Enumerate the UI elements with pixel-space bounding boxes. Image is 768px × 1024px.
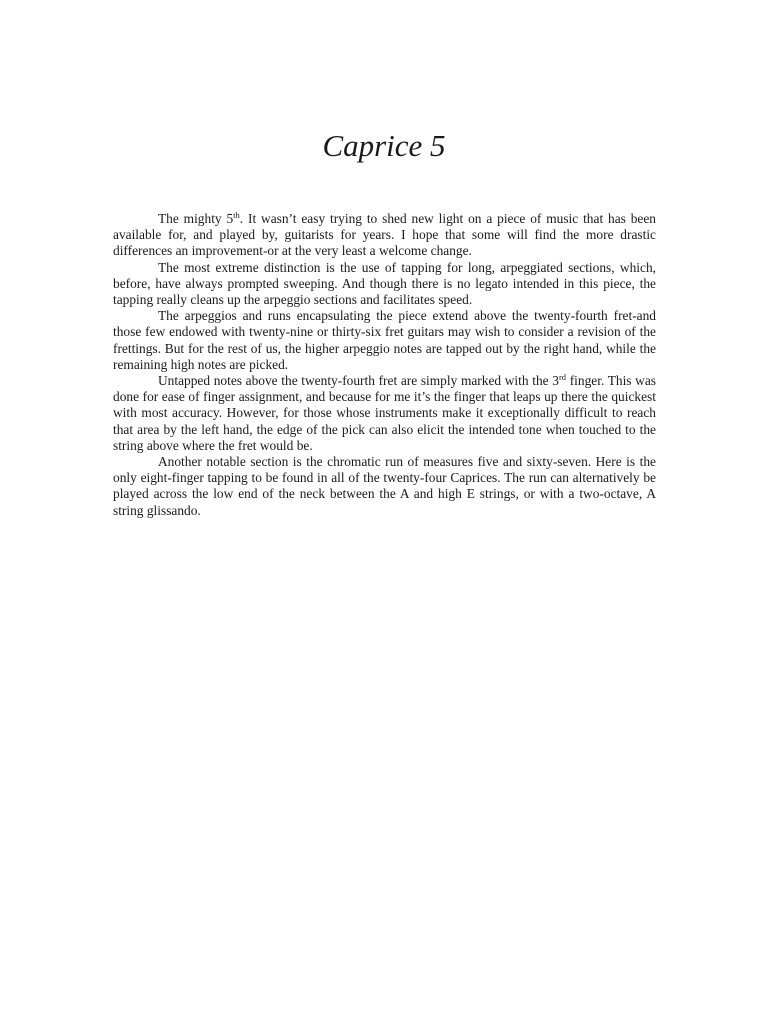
body-text [113,211,656,519]
paragraph-text: . It wasn’t easy trying to shed new light on a piece of music that has been available for, and played by, guitarists for years. I hope that some will find the more drastic differences an improvement-or at the very least a welcome change. [113,211,656,259]
paragraph-tapping: The most extreme distinction is the use of tapping for long, arpeggiated sections, which, before, have always prompted sweeping. And though there is no legato intended in this piece, the tapping really cleans up the arpeggio sections and facilitates speed. [113,259,656,308]
paragraph-text: finger. This was done for ease of finger assignment, and because for me it’s the finger that leaps up there the quickest with most accuracy. However, for those whose instruments make it exceptionally difficult to reach that area by the left hand, the edge of the pick can also elicit the intended tone when touched to the string above where the fret would be. [113,373,656,453]
paragraph-arpeggios: The arpeggios and runs encapsulating the piece extend above the twenty-fourth fret-and those few endowed with twenty-nine or thirty-six fret guitars may wish to consider a revision of the frettings. But for the rest of us, the higher arpeggio notes are tapped out by the right hand, while the remaining high notes are picked. [113,308,656,372]
paragraph-text: The mighty 5 [158,211,234,226]
superscript: rd [558,372,567,383]
paragraph-untapped-notes [113,373,656,454]
paragraph-intro [113,211,656,260]
paragraph-chromatic-run: Another notable section is the chromatic run of measures five and sixty-seven. Here is the only eight-finger tapping to be found in all of the twenty-four Caprices. The run can alternatively be played across the low end of the neck between the A and high E strings, or with a two-octave, A string glissando. [113,454,656,518]
superscript: th [233,210,240,220]
paragraph-text: Untapped notes above the twenty-fourth fret are simply marked with the 3 [158,373,559,389]
page-title: Caprice 5 [322,128,446,163]
